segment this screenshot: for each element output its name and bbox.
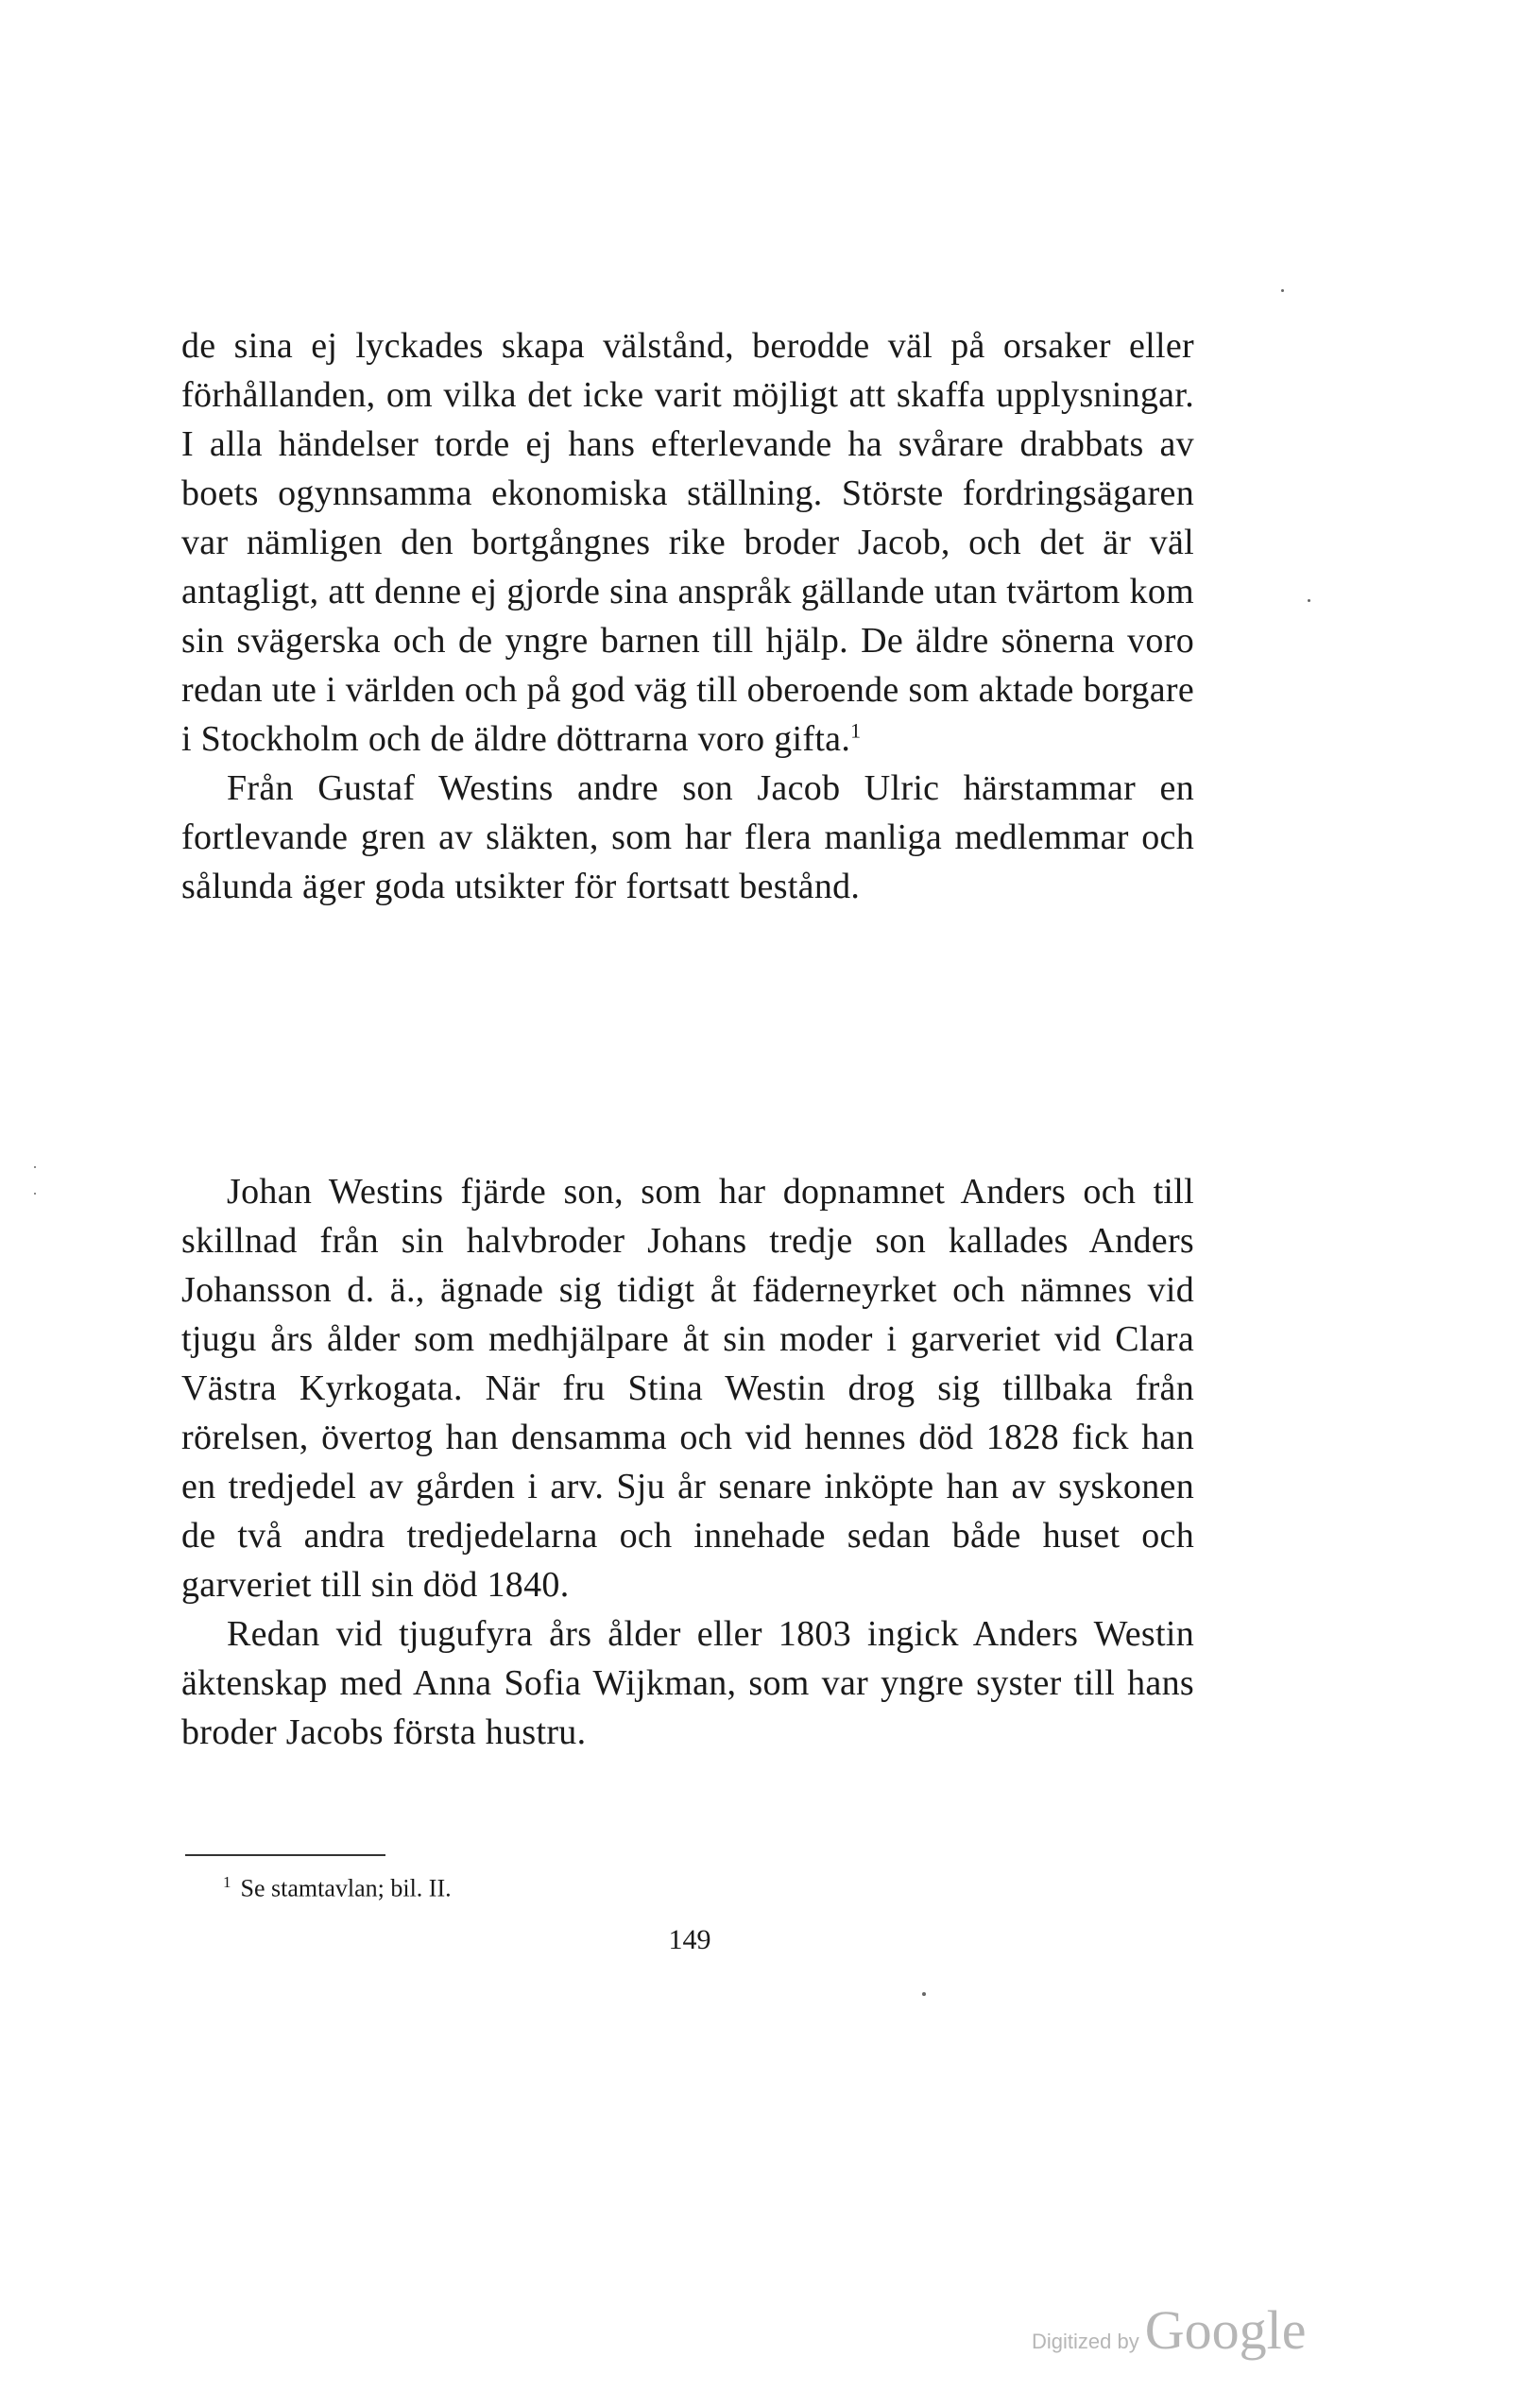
paragraph: Johan Westins fjärde son, som har dopnamnet Anders och till skillnad från sin halvbroder Johans tredje son kallades Anders Johansson d. ä., ägnade sig tidigt åt fäderneyrket och nämnes vid tjugu års ålder som medhjälpare åt sin moder i garveriet vid Clara Västra Kyrkogata. När fru Stina Westin drog sig tillbaka från rörelsen, övertog han densamma och vid hennes död 1828 fick han en tredjedel av gården i arv. Sju år senare inköpte han av syskonen de två andra tredjedelarna och innehade sedan både huset och garveriet till sin död 1840. [181,1172,1194,1605]
scan-speck [34,1193,36,1195]
watermark-prefix: Digitized by [1032,2330,1139,2353]
footnote-divider [185,1854,385,1856]
watermark-brand: Google [1144,2299,1307,2361]
scan-speck [1281,289,1284,292]
body-text-upper [181,321,1194,911]
scan-speck [1308,599,1310,602]
paragraph: de sina ej lyckades skapa välstånd, berodde väl på orsaker eller förhållanden, om vilka det icke varit möjligt att skaffa upplysningar. I alla händelser torde ej hans efterlevande ha svårare drabbats av boets ogynnsamma ekonomiska ställning. Störste fordringsägaren var nämligen den bortgångnes rike broder Jacob, och det är väl antagligt, att denne ej gjorde sina anspråk gällande utan tvärtom kom sin svägerska och de yngre barnen till hjälp. De äldre sönerna voro redan ute i världen och på god väg till oberoende som aktade borgare i Stockholm och de äldre döttrarna voro gifta.$^1$ [181,326,1194,759]
paragraph: Redan vid tjugufyra års ålder eller 1803 ingick Anders Westin äktenskap med Anna Sofia Wijkman, som var yngre syster till hans broder Jacobs första hustru. [181,1614,1194,1752]
scan-speck [34,1166,36,1168]
paragraph: Från Gustaf Westins andre son Jacob Ulric härstammar en fortlevande gren av släkten, som har flera manliga medlemmar och sålunda äger goda utsikter för fortsatt bestånd. [181,768,1194,906]
footnote-text: Se stamtavlan; bil. II. [240,1874,452,1902]
footnote-reference[interactable]: 1 [850,718,862,743]
page-number: 149 [668,1924,711,1955]
body-text-lower [181,1167,1194,1757]
footnote-mark: 1 [223,1873,231,1891]
footnote [223,1866,452,1905]
digitization-watermark [1032,2298,1306,2362]
scan-speck [922,1992,926,1996]
